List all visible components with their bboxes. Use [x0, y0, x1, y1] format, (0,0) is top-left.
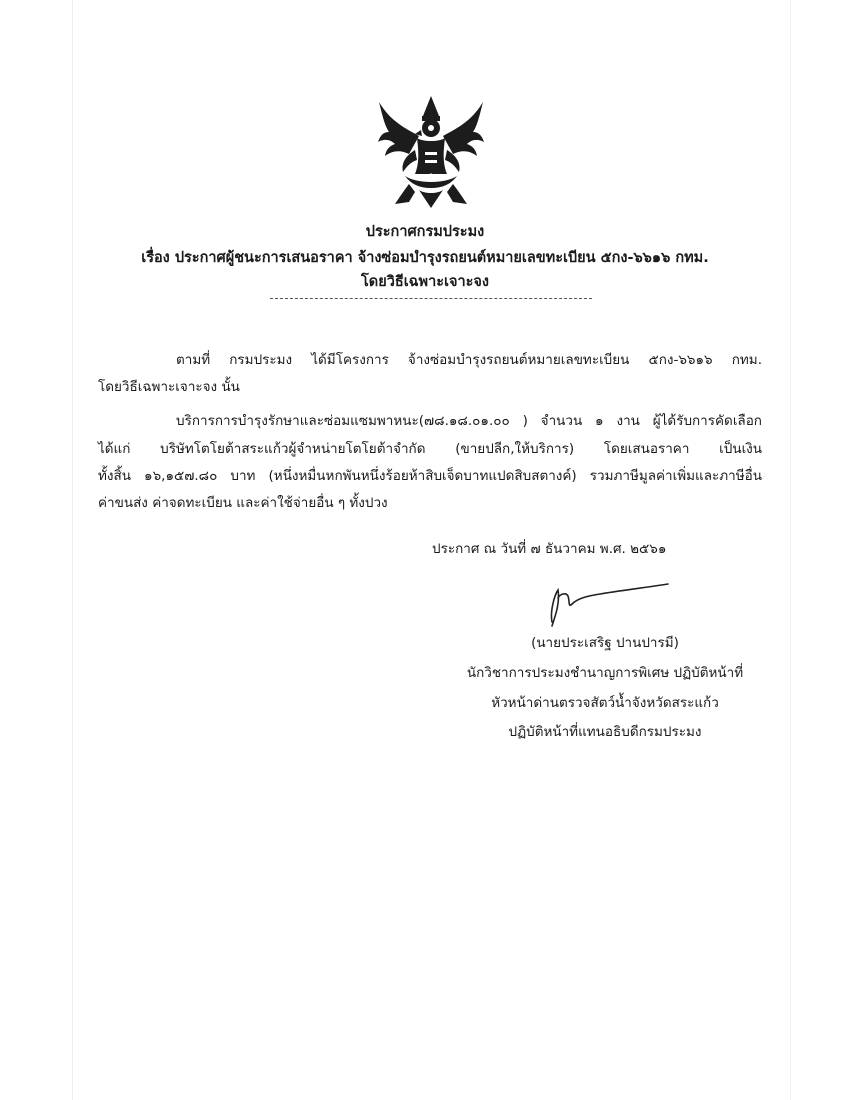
signatory-position-1: นักวิชาการประมงชำนาญการพิเศษ ปฏิบัติหน้าที่: [466, 665, 744, 681]
announcement-subject: เรื่อง ประกาศผู้ชนะการเสนอราคา จ้างซ่อมบำรุงรถยนต์หมายเลขทะเบียน ๕กง-๖๖๑๖ กทม.: [141, 250, 709, 266]
announcement-date: ประกาศ ณ วันที่ ๗ ธันวาคม พ.ศ. ๒๕๖๑: [432, 541, 667, 557]
signatory-position-3: ปฏิบัติหน้าที่แทนอธิบดีกรมประมง: [508, 724, 702, 740]
garuda-emblem-icon: [375, 92, 487, 210]
announcement-method: โดยวิธีเฉพาะเจาะจง: [361, 274, 489, 290]
signature-icon: [538, 582, 670, 632]
announcement-title: ประกาศกรมประมง: [365, 224, 485, 240]
signatory-position-2: หัวหน้าด่านตรวจสัตว์น้ำจังหวัดสระแก้ว: [491, 695, 719, 711]
para2-line3: ทั้งสิ้น ๑๖,๑๕๗.๘๐ บาท (หนึ่งหมื่นหกพันหนึ่งร้อยห้าสิบเจ็ดบาทแปดสิบสตางค์) รวมภาษีมูลค่าเพิ่มและภาษีอื่น: [98, 468, 762, 484]
para2-line1: บริการการบำรุงรักษาและซ่อมแซมพาหนะ(๗๘.๑๘.๐๑.๐๐ ) จำนวน ๑ งาน ผู้ได้รับการคัดเลือก: [176, 413, 762, 429]
para2-line2: ได้แก่ บริษัทโตโยต้าสระแก้วผู้จำหน่ายโตโยต้าจำกัด (ขายปลีก,ให้บริการ) โดยเสนอราคา เป็นเงิน: [98, 441, 762, 457]
para2-line4: ค่าขนส่ง ค่าจดทะเบียน และค่าใช้จ่ายอื่น ๆ ทั้งปวง: [98, 495, 388, 511]
scan-edge-right: [790, 0, 791, 1100]
header-divider: [270, 298, 592, 299]
para1-line2: โดยวิธีเฉพาะเจาะจง นั้น: [98, 379, 240, 395]
para1-line1: ตามที่ กรมประมง ได้มีโครงการ จ้างซ่อมบำรุงรถยนต์หมายเลขทะเบียน ๕กง-๖๖๑๖ กทม.: [176, 352, 762, 368]
signatory-name: (นายประเสริฐ ปานปารมี): [531, 635, 679, 651]
scan-edge-left: [72, 0, 73, 1100]
